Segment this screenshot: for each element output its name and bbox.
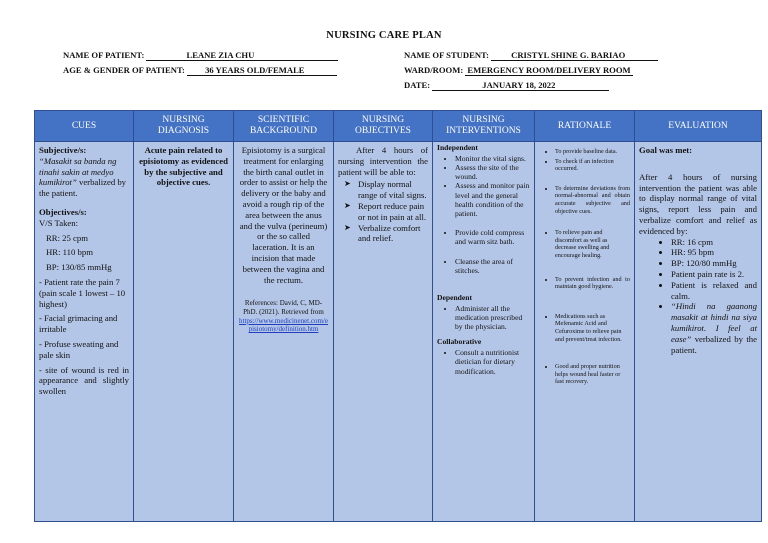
objectives-intro: After 4 hours of nursing intervention the patient will be able to: [338,145,428,177]
ward-room-value: EMERGENCY ROOM/DELIVERY ROOM [467,65,631,75]
evaluation-item [671,301,757,355]
date-label: DATE: [404,80,431,90]
objective-item: ➤ Display normal range of vital signs. [358,179,428,201]
table-row [35,142,762,522]
cues-cell [35,142,134,522]
rationale-item: • To check if an infection occurred. [555,158,630,173]
diagnosis-cell [134,142,234,522]
column-header-diagnosis: NURSING DIAGNOSIS [134,111,234,142]
background-cell [234,142,334,522]
evaluation-item: • Patient is relaxed and calm. [671,280,757,302]
column-header-rationale: RATIONALE [535,111,635,142]
date-line [404,80,609,91]
rationale-item: • Good and proper nutrition helps wound heal faster or fast recovery. [555,363,630,386]
evaluation-quote: “Hindi na gaanong masakit at hindi na siya kumikirot. I feel at ease” [671,301,757,344]
objective-label: Objectives/s: [39,206,87,217]
vital-rr: RR: 25 cpm [46,232,88,243]
cue-item: - Facial grimacing and irritable [39,313,118,335]
evaluation-item: • HR: 95 bpm [671,247,757,258]
patient-name-label: NAME OF PATIENT: [63,50,145,60]
references-link[interactable]: https://www.medicinenet.com/episiotomy/definition.htm [239,316,328,334]
evaluation-item: • RR: 16 cpm [671,237,757,248]
intervention-item: • Consult a nutritionist dietician for dietary modification. [455,348,530,376]
intervention-item: • Cleanse the area of stitches. [455,257,530,275]
intervention-item: • Monitor the vital signs. [455,154,530,163]
interventions-cell [433,142,535,522]
independent-label: Independent [437,143,478,152]
independent-list [437,154,530,218]
vital-hr: HR: 110 bpm [46,247,93,258]
column-header-evaluation: EVALUATION [635,111,762,142]
subjective-quote: “Masakit sa banda ng tinahi sakin at medyo kumikirot” [39,155,117,188]
student-name-line [404,50,658,61]
subjective-label: Subjective/s: [39,145,87,155]
student-name-label: NAME OF STUDENT: [404,50,489,60]
objectives-cell [334,142,433,522]
cue-item: - site of wound is red in appearance and slightly swollen [39,364,129,397]
evaluation-item: • BP: 120/80 mmHg [671,258,757,269]
cue-item: - Profuse sweating and pale skin [39,338,119,360]
student-name-value: CRISTYL SHINE G. BARIAO [491,50,658,61]
intervention-item: • Assess and monitor pain level and the general health condition of the patient. [455,181,530,218]
age-gender-value: 36 YEARS OLD/FEMALE [187,65,337,76]
vs-label: V/S Taken: [39,217,79,228]
rationale-cell [535,142,635,522]
evaluation-item: • Patient pain rate is 2. [671,269,757,280]
objectives-list [344,179,428,244]
ward-room-label: WARD/ROOM: [404,65,464,75]
evaluation-list [639,237,757,356]
diagnosis-text: Acute pain related to episiotomy as evidenced by the subjective and objective cues. [139,145,228,188]
care-plan-table [34,110,762,522]
intervention-item: • Assess the site of the wound. [455,163,530,181]
goal-status: Goal was met: [639,145,693,155]
rationale-item: • To prevent infection and to maintain good hygiene. [555,276,630,291]
objective-item: ➤ Report reduce pain or not in pain at all. [358,201,428,223]
rationale-item: • Medications such as Mefenamic Acid and Cefuroxime to relieve pain and prevent/treat infection. [555,313,630,343]
age-gender-label: AGE & GENDER OF PATIENT: [63,65,185,75]
rationale-list [539,148,630,386]
intervention-item: • Administer all the medication prescribed by the physician. [455,304,530,332]
patient-name-value: LEANE ZIA CHU [146,50,338,61]
subjective-rest: verbalized by the patient. [39,177,127,199]
ward-room-line [404,65,633,76]
patient-name-line [63,50,338,61]
intervention-item: • Provide cold compress and warm sitz bath. [455,228,530,246]
evaluation-text: After 4 hours of nursing intervention the patient was able to display normal range of vital signs, report less pain and verbalize comfort and relief as evidenced by: [639,171,757,236]
background-text: Episiotomy is a surgical treatment for enlarging the birth canal outlet in order to assist or help the delivery or the baby and avoid a rough rip of the area between the anus and the vulva (perineum) or the so called laceration. It is an incision that made between the vagina and the rectum. [239,145,328,285]
column-header-interventions: NURSING INTERVENTIONS [433,111,535,142]
dependent-label: Dependent [437,293,473,303]
evaluation-cell [635,142,762,522]
column-header-cues: CUES [35,111,134,142]
evaluation-quote-rest: verbalized by the patient. [671,333,757,355]
collaborative-label: Collaborative [437,337,482,347]
rationale-item: • To determine deviations from normal-abnormal and obtain accurate subjective and objective cues. [555,185,630,215]
date-value: JANUARY 18, 2022 [432,80,609,91]
age-gender-line [63,65,337,76]
cue-item: - Patient rate the pain 7 (pain scale 1 lowest – 10 highest) [39,276,126,309]
page-title: NURSING CARE PLAN [326,30,442,41]
references-text: References: David, C, MD-PhD. (2021). Retrieved from [243,299,324,316]
objective-item: ➤ Verbalize comfort and relief. [358,223,428,245]
column-header-objectives: NURSING OBJECTIVES [334,111,433,142]
rationale-item: • To relieve pain and discomfort as well as decrease swelling and encourage healing. [555,229,630,259]
vital-bp: BP: 130/85 mmHg [46,262,112,273]
rationale-item: • To provide baseline data. [555,148,630,156]
table-header-row [35,111,762,142]
column-header-background: SCIENTIFIC BACKGROUND [234,111,334,142]
